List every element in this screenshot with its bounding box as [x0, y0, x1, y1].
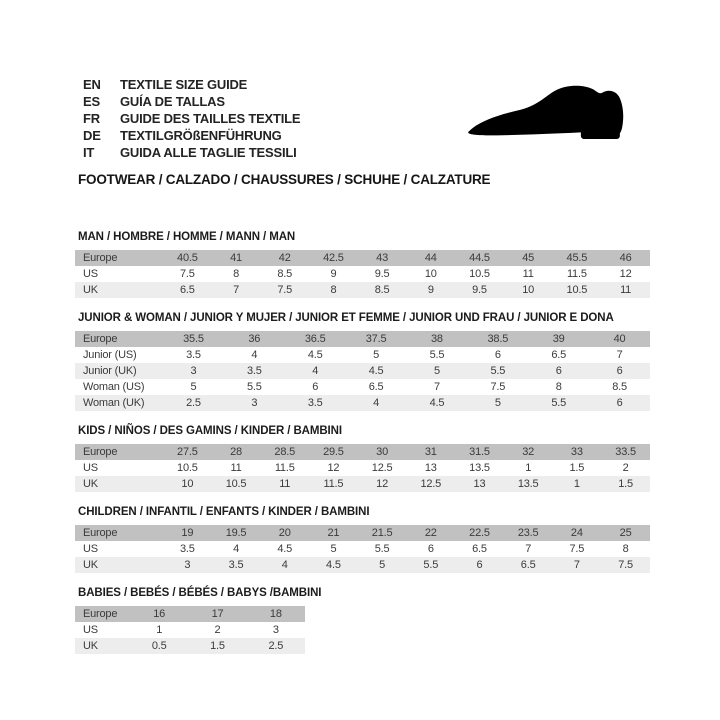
size-value: 12 — [327, 462, 340, 474]
size-value: 13.5 — [469, 462, 490, 474]
size-value: 4 — [233, 543, 239, 555]
size-value: 6.5 — [179, 284, 195, 296]
category-title: FOOTWEAR / CALZADO / CHAUSSURES / SCHUHE / CALZATURE — [78, 172, 491, 187]
size-value: 3 — [190, 365, 197, 377]
size-value: 3.5 — [307, 397, 323, 409]
size-value: 7 — [233, 284, 239, 296]
language-code: EN — [83, 77, 101, 92]
size-value: 22 — [424, 527, 437, 539]
size-value: 6.5 — [472, 543, 487, 555]
size-section-0 — [75, 231, 675, 298]
size-value: 9.5 — [374, 268, 390, 280]
size-value: 12.5 — [420, 478, 442, 490]
row-label: US — [83, 543, 98, 555]
size-value: 42.5 — [323, 252, 344, 264]
size-value: 6 — [476, 559, 483, 571]
table-header-row — [75, 331, 650, 347]
size-value: 11 — [230, 462, 242, 474]
size-value: 11 — [279, 478, 291, 490]
size-value: 23.5 — [517, 527, 539, 539]
section-title: JUNIOR & WOMAN / JUNIOR Y MUJER / JUNIOR ET FEMME / JUNIOR UND FRAU / JUNIOR E DONA — [78, 312, 614, 324]
size-value: 8.5 — [374, 284, 390, 296]
size-value: 6 — [312, 381, 319, 393]
size-value: 44.5 — [469, 252, 490, 264]
size-value: 10.5 — [225, 478, 247, 490]
size-value: 11.5 — [274, 462, 295, 474]
language-row-fr — [83, 110, 300, 127]
size-value: 27.5 — [177, 446, 198, 458]
size-value: 3 — [251, 397, 258, 409]
section-title: KIDS / NIÑOS / DES GAMINS / KINDER / BAMBINI — [78, 425, 342, 437]
shoe-icon-path — [468, 86, 623, 139]
table-row — [75, 622, 305, 638]
row-label: Europe — [83, 527, 118, 539]
size-section-2 — [75, 425, 675, 492]
size-value: 8 — [555, 381, 562, 393]
table-header-row — [75, 444, 650, 460]
size-value: 6 — [616, 365, 623, 377]
size-value: 8 — [622, 543, 629, 555]
size-value: 31 — [424, 446, 437, 458]
size-value: 5 — [379, 559, 386, 571]
size-value: 1 — [525, 462, 532, 474]
size-value: 6 — [494, 349, 501, 361]
size-value: 7.5 — [569, 543, 585, 555]
size-value: 2 — [214, 624, 221, 636]
language-guide-label: TEXTILE SIZE GUIDE — [120, 77, 248, 92]
table-row — [75, 347, 650, 363]
table-row — [75, 282, 650, 298]
size-value: 7 — [573, 559, 580, 571]
size-value: 4 — [281, 559, 288, 571]
language-code: DE — [83, 128, 101, 143]
size-value: 38 — [431, 333, 443, 345]
size-value: 8.5 — [277, 268, 293, 280]
size-section-3 — [75, 506, 675, 573]
size-value: 33.5 — [615, 446, 636, 458]
size-value: 5.5 — [551, 397, 567, 409]
size-value: 5 — [330, 543, 337, 555]
language-row-de — [83, 127, 300, 144]
size-value: 10 — [181, 478, 194, 490]
language-guide-label: TEXTILGRÖßENFÜHRUNG — [120, 128, 282, 143]
size-value: 7 — [433, 381, 440, 393]
size-table — [75, 525, 650, 573]
size-value: 45.5 — [566, 252, 588, 264]
language-guide-label: GUIDA ALLE TAGLIE TESSILI — [120, 145, 297, 160]
size-value: 17 — [211, 608, 224, 620]
size-value: 5 — [190, 381, 197, 393]
size-table — [75, 444, 650, 492]
size-section-1 — [75, 312, 675, 411]
size-value: 3 — [272, 624, 279, 636]
size-value: 25 — [619, 527, 632, 539]
size-tables — [75, 231, 675, 654]
size-value: 33 — [570, 446, 583, 458]
size-value: 13 — [424, 462, 437, 474]
language-code: IT — [83, 145, 95, 160]
size-value: 2 — [622, 462, 629, 474]
size-value: 4 — [251, 349, 258, 361]
row-label: Europe — [83, 333, 118, 345]
size-value: 1.5 — [210, 640, 225, 652]
row-label: US — [83, 462, 98, 474]
size-value: 31.5 — [469, 446, 490, 458]
size-value: 1 — [573, 478, 580, 490]
row-label: US — [83, 624, 98, 636]
size-value: 12.5 — [371, 462, 393, 474]
size-value: 7.5 — [618, 559, 633, 571]
size-value: 32 — [522, 446, 535, 458]
size-value: 39 — [552, 333, 565, 345]
size-value: 38.5 — [487, 333, 509, 345]
language-code: ES — [83, 94, 100, 109]
table-row — [75, 363, 650, 379]
size-value: 5.5 — [374, 543, 390, 555]
size-value: 24 — [570, 527, 583, 539]
size-value: 4.5 — [277, 543, 293, 555]
size-value: 6.5 — [520, 559, 536, 571]
language-guide-label: GUIDE DES TAILLES TEXTILE — [120, 111, 301, 126]
size-value: 8.5 — [612, 381, 627, 393]
size-value: 37.5 — [365, 333, 387, 345]
size-value: 1 — [156, 624, 163, 636]
table-row — [75, 460, 650, 476]
row-label: US — [83, 268, 98, 280]
size-value: 20 — [278, 527, 291, 539]
size-table — [75, 331, 650, 411]
size-value: 45 — [522, 252, 535, 264]
size-value: 3.5 — [246, 365, 262, 377]
size-value: 8 — [233, 268, 239, 280]
size-value: 3.5 — [186, 349, 201, 361]
row-label: UK — [83, 284, 98, 296]
size-value: 10.5 — [469, 268, 490, 280]
size-value: 5.5 — [490, 365, 506, 377]
table-row — [75, 266, 650, 282]
size-value: 16 — [153, 608, 166, 620]
size-value: 2.5 — [186, 397, 201, 409]
row-label: UK — [83, 478, 98, 490]
size-value: 12 — [376, 478, 389, 490]
size-value: 7 — [525, 543, 532, 555]
size-value: 29.5 — [323, 446, 344, 458]
size-value: 7.5 — [179, 268, 195, 280]
size-value: 44 — [424, 252, 437, 264]
size-value: 6.5 — [551, 349, 567, 361]
size-value: 3.5 — [228, 559, 244, 571]
section-title: CHILDREN / INFANTIL / ENFANTS / KINDER / BAMBINI — [78, 506, 370, 518]
size-value: 4.5 — [307, 349, 323, 361]
size-value: 11.5 — [566, 268, 587, 280]
size-value: 13.5 — [517, 478, 539, 490]
size-value: 19 — [181, 527, 194, 539]
size-table — [75, 250, 650, 298]
language-row-es — [83, 93, 300, 110]
size-value: 28 — [230, 446, 242, 458]
size-value: 5 — [494, 397, 501, 409]
size-value: 9 — [330, 268, 337, 280]
table-row — [75, 476, 650, 492]
size-value: 21 — [327, 527, 340, 539]
size-value: 40 — [613, 333, 626, 345]
row-label: Europe — [83, 252, 118, 264]
size-value: 2.5 — [268, 640, 284, 652]
table-header-row — [75, 525, 650, 541]
size-value: 12 — [619, 268, 632, 280]
size-table — [75, 606, 305, 654]
row-label: Junior (US) — [83, 349, 137, 361]
size-value: 11 — [620, 284, 632, 296]
table-row — [75, 638, 305, 654]
size-value: 4.5 — [429, 397, 445, 409]
size-value: 43 — [376, 252, 389, 264]
size-value: 21.5 — [371, 527, 393, 539]
size-value: 10 — [522, 284, 535, 296]
table-row — [75, 557, 650, 573]
section-title: BABIES / BEBÉS / BÉBÉS / BABYS /BAMBINI — [78, 587, 322, 599]
size-value: 4 — [373, 397, 380, 409]
size-value: 6 — [427, 543, 434, 555]
size-value: 5 — [373, 349, 380, 361]
table-row — [75, 541, 650, 557]
size-value: 7.5 — [490, 381, 506, 393]
size-value: 4.5 — [368, 365, 384, 377]
table-row — [75, 395, 650, 411]
size-value: 6 — [555, 365, 562, 377]
size-value: 36 — [248, 333, 261, 345]
size-value: 6 — [616, 397, 623, 409]
size-value: 9 — [427, 284, 434, 296]
size-value: 40.5 — [177, 252, 198, 264]
row-label: UK — [83, 559, 98, 571]
size-value: 41 — [230, 252, 242, 264]
row-label: UK — [83, 640, 98, 652]
size-value: 7 — [616, 349, 623, 361]
size-value: 28.5 — [274, 446, 296, 458]
size-value: 10.5 — [177, 462, 198, 474]
size-value: 0.5 — [151, 640, 167, 652]
size-value: 11.5 — [323, 478, 344, 490]
size-value: 5.5 — [429, 349, 445, 361]
size-value: 19.5 — [225, 527, 247, 539]
row-label: Woman (US) — [83, 381, 145, 393]
size-section-4 — [75, 587, 675, 654]
row-label: Europe — [83, 446, 118, 458]
language-row-it — [83, 144, 300, 161]
size-value: 36.5 — [304, 333, 326, 345]
row-label: Junior (UK) — [83, 365, 137, 377]
size-value: 18 — [269, 608, 282, 620]
language-code: FR — [83, 111, 100, 126]
size-value: 9.5 — [472, 284, 487, 296]
row-label: Europe — [83, 608, 118, 620]
size-value: 11 — [522, 268, 534, 280]
size-value: 10.5 — [566, 284, 588, 296]
row-label: Woman (UK) — [83, 397, 145, 409]
size-value: 5 — [433, 365, 440, 377]
language-guide-label: GUÍA DE TALLAS — [120, 94, 225, 109]
table-header-row — [75, 606, 305, 622]
size-value: 8 — [330, 284, 337, 296]
size-value: 4 — [312, 365, 319, 377]
size-value: 13 — [473, 478, 486, 490]
size-value: 42 — [278, 252, 291, 264]
table-row — [75, 379, 650, 395]
size-value: 22.5 — [469, 527, 490, 539]
size-value: 7.5 — [277, 284, 293, 296]
table-header-row — [75, 250, 650, 266]
size-value: 35.5 — [183, 333, 204, 345]
shoe-icon — [455, 66, 650, 166]
size-value: 30 — [376, 446, 389, 458]
size-value: 1.5 — [569, 462, 585, 474]
size-value: 5.5 — [246, 381, 262, 393]
size-value: 10 — [424, 268, 437, 280]
size-value: 5.5 — [423, 559, 439, 571]
language-row-en — [83, 76, 300, 93]
language-list — [83, 76, 300, 161]
size-value: 6.5 — [368, 381, 384, 393]
section-title: MAN / HOMBRE / HOMME / MANN / MAN — [78, 231, 296, 243]
size-value: 46 — [619, 252, 632, 264]
size-value: 4.5 — [326, 559, 341, 571]
size-value: 1.5 — [618, 478, 633, 490]
size-value: 3.5 — [179, 543, 195, 555]
size-value: 3 — [184, 559, 191, 571]
